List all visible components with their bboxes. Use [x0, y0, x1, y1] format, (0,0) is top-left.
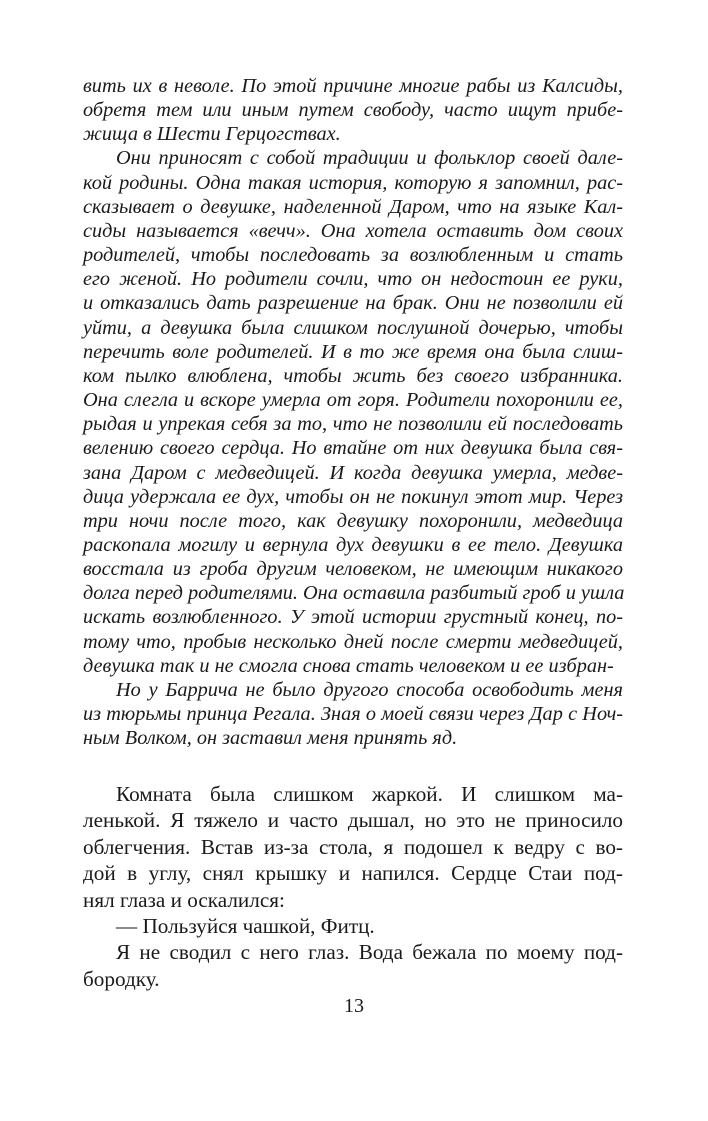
- text-line: и отказались дать разрешение на брак. Они не позволили ей: [83, 292, 623, 315]
- text-line: обретя тем или иным путем свободу, часто ищут прибе-: [83, 99, 623, 122]
- text-line: перечить воле родителей. И в то же время она была слиш-: [83, 340, 623, 363]
- text-line: кой родины. Одна такая история, которую я запомнил, рас-: [83, 171, 623, 194]
- page-number: 13: [344, 995, 364, 1017]
- narrative-text: [83, 781, 623, 992]
- text-line: восстала из гроба другим человеком, не имеющим никакого: [83, 558, 623, 581]
- text-line: дица удержала ее дух, чтобы он не покинул этот мир. Через: [83, 485, 623, 508]
- text-line: три ночи после того, как девушку похоронили, медведица: [83, 509, 623, 532]
- text-line: ным Волком, он заставил меня принять яд.: [83, 727, 458, 750]
- text-line: ленькой. Я тяжело и часто дышал, но это не приносило: [83, 808, 623, 833]
- text-line: девушка так и не смогла снова стать человеком и ее избран-: [83, 654, 614, 677]
- text-line: велению своего сердца. Но втайне от них девушка была свя-: [83, 437, 623, 460]
- text-line: жища в Шести Герцогствах.: [83, 123, 341, 146]
- text-line: долга перед родителями. Она оставила разбитый гроб и ушла: [83, 582, 625, 605]
- text-line: его женой. Но родители сочли, что он недостоин ее руки,: [83, 268, 623, 291]
- text-line: сказывает о девушке, наделенной Даром, что на языке Кал-: [83, 195, 623, 218]
- text-line: Она слегла и вскоре умерла от горя. Родители похоронили ее,: [83, 389, 623, 412]
- text-line: бородку.: [83, 966, 160, 991]
- dialogue-line: — Пользуйся чашкой, Фитц.: [116, 914, 375, 939]
- text-line: ком пылко влюблена, чтобы жить без своего избранника.: [83, 364, 623, 387]
- text-line: вить их в неволе. По этой причине многие рабы из Калсиды,: [83, 75, 623, 97]
- text-line: из тюрьмы принца Регала. Зная о моей связи через Дар с Ноч-: [83, 703, 623, 726]
- text-line: тому что, пробыв несколько дней после смерти медведицей,: [83, 630, 623, 653]
- text-line: Комната была слишком жаркой. И слишком ма-: [116, 782, 623, 806]
- text-line: Но у Баррича не было другого способа освободить меня: [116, 678, 623, 701]
- text-line: Они приносят с собой традиции и фольклор своей дале-: [116, 147, 623, 170]
- text-line: родителей, чтобы последовать за возлюбленным и стать: [83, 244, 623, 267]
- text-line: нял глаза и оскалился:: [83, 887, 285, 912]
- text-line: дой в углу, снял крышку и напился. Сердце Стаи под-: [83, 861, 623, 886]
- text-line: рыдая и упрекая себя за то, что не позволили ей последовать: [83, 413, 623, 436]
- text-line: раскопала могилу и вернула дух девушки в ее тело. Девушка: [83, 533, 623, 556]
- italic-excerpt: [83, 74, 623, 750]
- text-line: уйти, а девушка была слишком послушной дочерью, чтобы: [83, 316, 623, 339]
- text-line: Я не сводил с него глаз. Вода бежала по моему под-: [116, 940, 623, 965]
- text-line: облегчения. Встав из-за стола, я подошел к ведру с во-: [83, 834, 623, 859]
- text-line: зана Даром с медведицей. И когда девушка умерла, медве-: [83, 461, 623, 484]
- text-line: искать возлюбленного. У этой истории грустный конец, по-: [83, 606, 623, 629]
- text-line: сиды называется «вечч». Она хотела оставить дом своих: [83, 219, 623, 242]
